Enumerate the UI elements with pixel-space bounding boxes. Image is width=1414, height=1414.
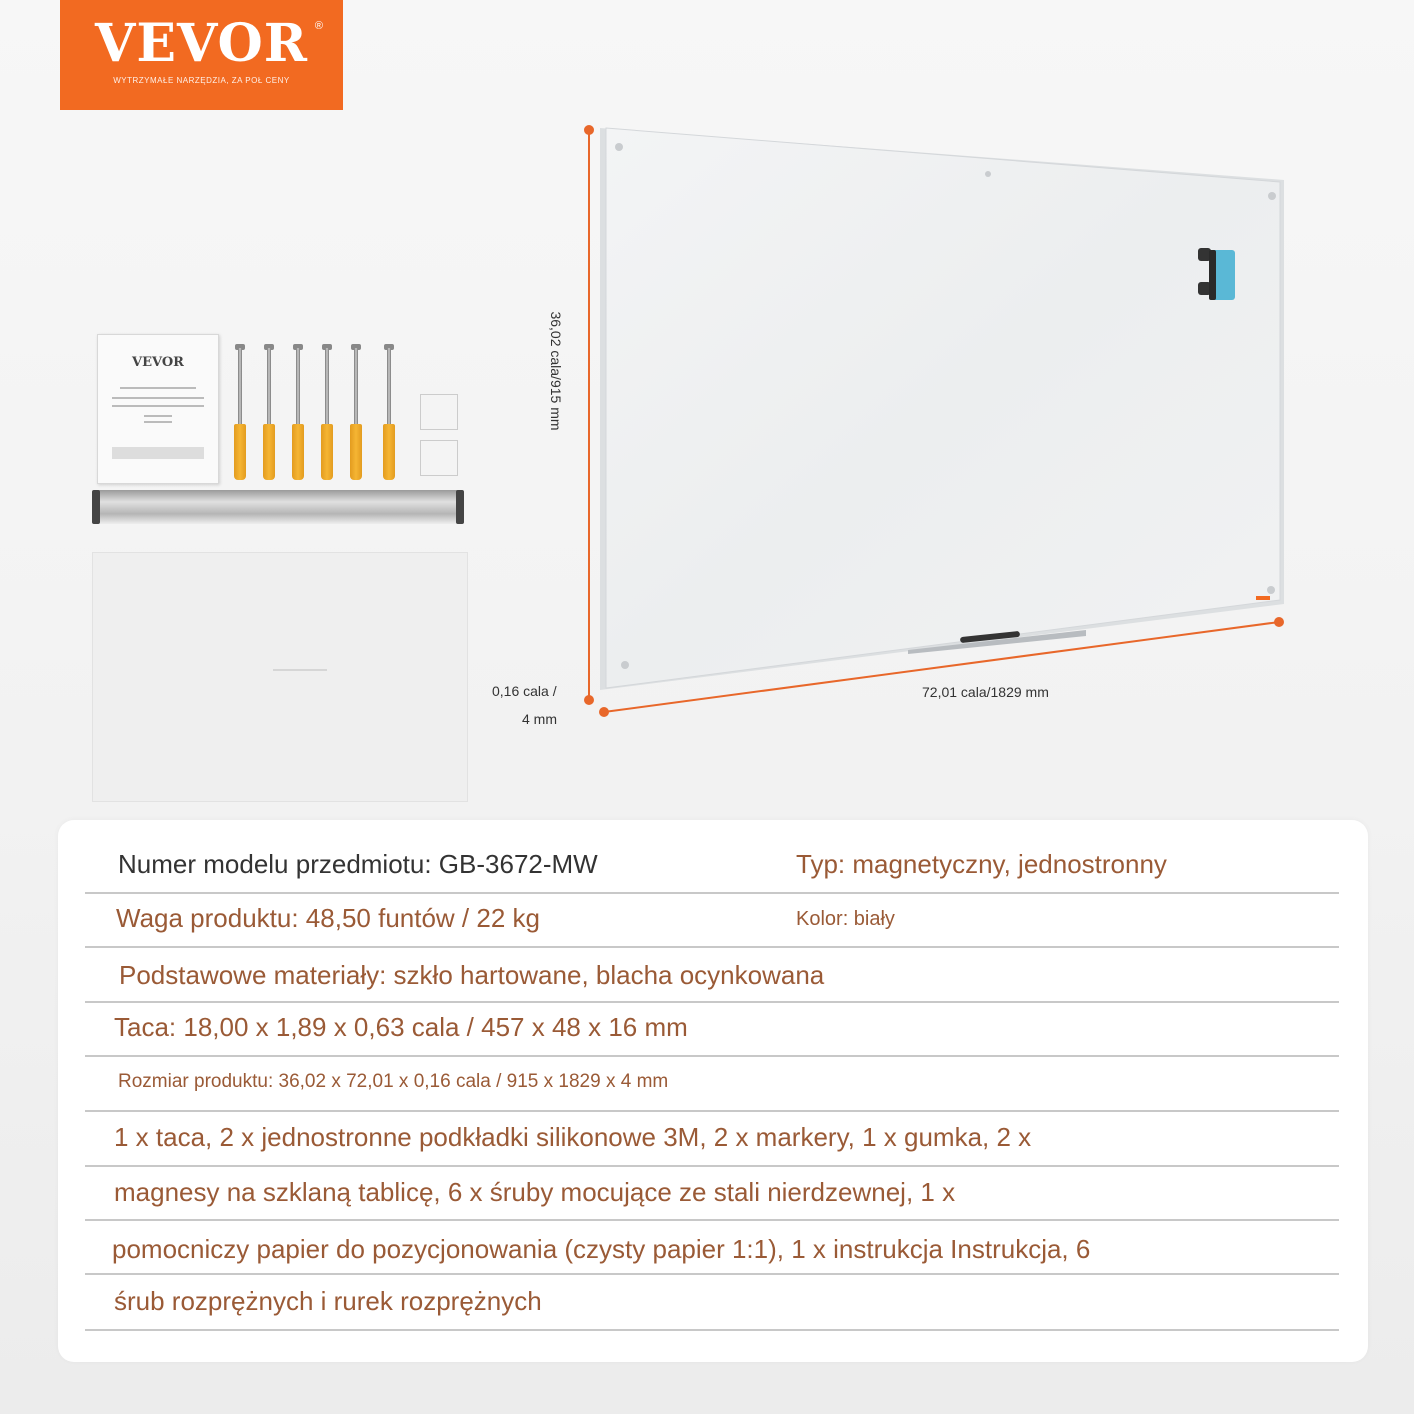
row-divider [85,1165,1339,1167]
row-divider [85,1219,1339,1221]
logo-tagline: WYTRZYMAŁE NARZĘDZIA, ZA POŁ CENY [113,76,290,85]
logo-wordmark: VEVOR [95,13,308,74]
spec-color: Kolor: biały [796,908,895,930]
spec-model: Numer modelu przedmiotu: GB-3672-MW [118,849,598,879]
mount-cap [985,171,991,177]
spec-materials: Podstawowe materiały: szkło hartowane, blacha ocynkowana [119,960,825,990]
row-divider [85,1001,1339,1003]
spec-contents-line: magnesy na szklaną tablicę, 6 x śruby mocujące ze stali nierdzewnej, 1 x [114,1177,956,1207]
spec-contents-line: pomocniczy papier do pozycjonowania (czysty papier 1:1), 1 x instrukcja Instrukcja, 6 [112,1234,1091,1264]
dimension-end-dot [599,707,609,717]
booklet-logo: VEVOR [132,355,184,370]
row-divider [85,1055,1339,1057]
spec-weight: Waga produktu: 48,50 funtów / 22 kg [116,903,540,933]
glass-board [606,128,1280,688]
dimension-end-dot [584,125,594,135]
spec-type: Typ: magnetyczny, jednostronny [796,849,1167,879]
row-divider [85,946,1339,948]
mount-cap [1267,586,1275,594]
spec-contents-line: 1 x taca, 2 x jednostronne podkładki silikonowe 3M, 2 x markery, 1 x gumka, 2 x [114,1122,1032,1152]
mount-cap [615,143,623,151]
row-divider [85,892,1339,894]
row-divider [85,1329,1339,1331]
spec-tray: Taca: 18,00 x 1,89 x 0,63 cala / 457 x 48 x 16 mm [114,1012,688,1042]
brand-sticker [1256,596,1270,600]
width-dimension-label: 72,01 cala/1829 mm [922,684,1049,700]
row-divider [85,1110,1339,1112]
dimension-end-dot [584,695,594,705]
registered-mark: ® [314,20,323,32]
mount-cap [1268,192,1276,200]
row-divider [85,1273,1339,1275]
height-dimension-label: 36,02 cala/915 mm [548,311,564,431]
thickness-dimension-label: 4 mm [522,711,557,727]
mount-cap [621,661,629,669]
spec-size: Rozmiar produktu: 36,02 x 72,01 x 0,16 cala / 915 x 1829 x 4 mm [118,1071,669,1092]
dimension-end-dot [1274,617,1284,627]
thickness-dimension-label: 0,16 cala / [492,683,557,699]
spec-contents-line: śrub rozprężnych i rurek rozprężnych [114,1286,542,1316]
